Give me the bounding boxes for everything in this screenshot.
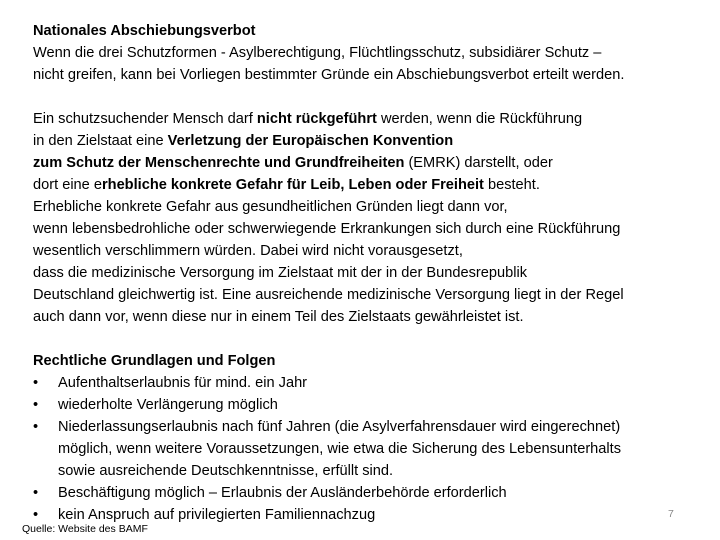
body-line-7: wesentlich verschlimmern würden. Dabei wird nicht vorausgesetzt,	[33, 243, 463, 259]
body-line-8: dass die medizinische Versorgung im Zielstaat mit der in der Bundesrepublik	[33, 265, 527, 281]
body-line-9: Deutschland gleichwertig ist. Eine ausreichende medizinische Versorgung liegt in der Regel	[33, 287, 624, 303]
spacer	[33, 86, 713, 108]
body-line-3: zum Schutz der Menschenrechte und Grundfreiheiten (EMRK) darstellt, oder	[33, 155, 553, 171]
list-item-text: wiederholte Verlängerung möglich	[58, 397, 278, 413]
intro-line-2: nicht greifen, kann bei Vorliegen bestimmter Gründe ein Abschiebungsverbot erteilt werden.	[33, 67, 625, 83]
bullet-icon: •	[33, 485, 39, 501]
list-item	[33, 416, 713, 482]
section-title-abschiebungsverbot: Nationales Abschiebungsverbot	[33, 23, 256, 39]
body-line-2: in den Zielstaat eine Verletzung der Europäischen Konvention	[33, 133, 454, 149]
list-item-text: möglich, wenn weitere Voraussetzungen, wie etwa die Sicherung des Lebensunterhalts	[58, 441, 622, 457]
intro-line-1: Wenn die drei Schutzformen - Asylberechtigung, Flüchtlingsschutz, subsidiärer Schutz –	[33, 45, 602, 61]
bullet-icon: •	[33, 397, 39, 413]
bullet-icon: •	[33, 507, 39, 523]
list-item	[33, 394, 713, 416]
list-item-text: Aufenthaltserlaubnis für mind. ein Jahr	[58, 375, 308, 391]
source-note: Quelle: Website des BAMF	[22, 523, 148, 535]
section-title-rechtliche-grundlagen: Rechtliche Grundlagen und Folgen	[33, 353, 276, 369]
list-item-text: sowie ausreichende Deutschkenntnisse, erfüllt sind.	[58, 463, 394, 479]
list-item-text: Beschäftigung möglich – Erlaubnis der Ausländerbehörde erforderlich	[58, 485, 507, 501]
bullet-list	[33, 372, 713, 526]
body-line-5: Erhebliche konkrete Gefahr aus gesundheitlichen Gründen liegt dann vor,	[33, 199, 508, 215]
bullet-icon: •	[33, 375, 39, 391]
page-number: 7	[668, 508, 674, 520]
body-line-10: auch dann vor, wenn diese nur in einem Teil des Zielstaats gewährleistet ist.	[33, 309, 524, 325]
body-line-1: Ein schutzsuchender Mensch darf nicht rückgeführt werden, wenn die Rückführung	[33, 111, 583, 127]
body-line-4: dort eine erhebliche konkrete Gefahr für Leib, Leben oder Freiheit besteht.	[33, 177, 540, 193]
list-item	[33, 482, 713, 504]
bullet-icon: •	[33, 419, 39, 435]
list-item-text: kein Anspruch auf privilegierten Familiennachzug	[58, 507, 376, 523]
slide-content	[33, 20, 713, 526]
list-item	[33, 372, 713, 394]
list-item-text: Niederlassungserlaubnis nach fünf Jahren (die Asylverfahrensdauer wird eingerechnet)	[58, 419, 621, 435]
body-line-6: wenn lebensbedrohliche oder schwerwiegende Erkrankungen sich durch eine Rückführung	[33, 221, 621, 237]
spacer	[33, 328, 713, 350]
